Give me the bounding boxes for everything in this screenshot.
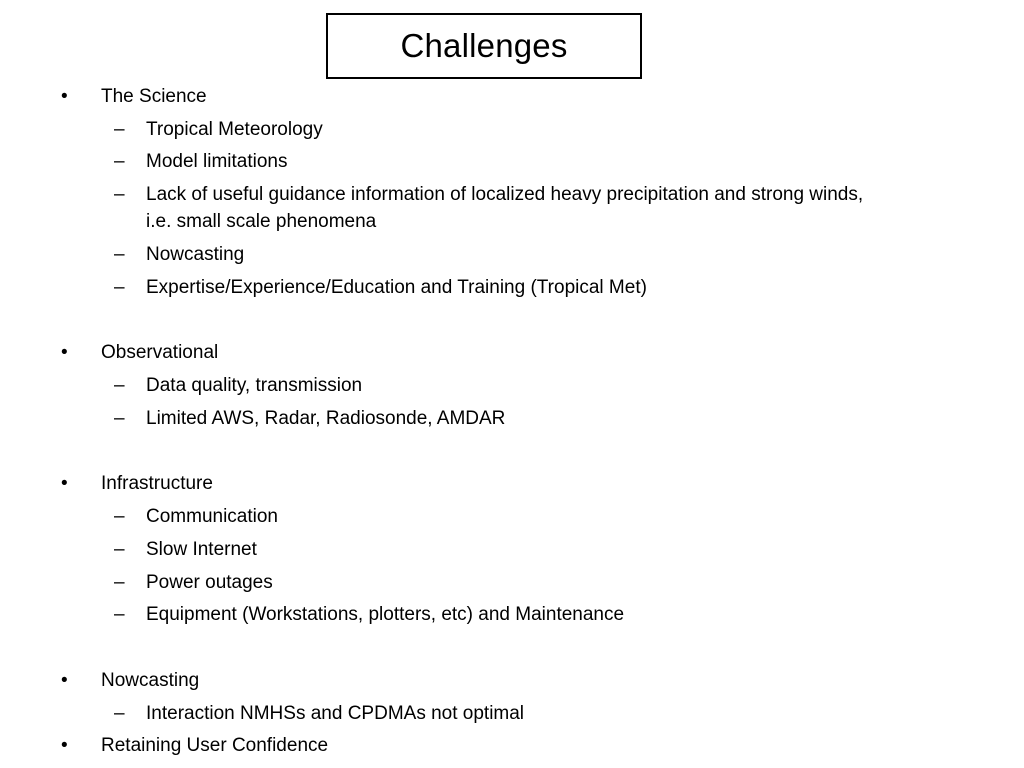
- list-item: Limited AWS, Radar, Radiosonde, AMDAR: [146, 408, 506, 429]
- list-item: Tropical Meteorology: [146, 119, 323, 140]
- section-heading: Observational: [101, 342, 219, 363]
- bullet-icon: •: [61, 86, 68, 107]
- list-item: Nowcasting: [146, 244, 245, 265]
- list-item: Data quality, transmission: [146, 375, 363, 396]
- list-item: Slow Internet: [146, 539, 257, 560]
- bullet-icon: •: [61, 670, 68, 691]
- slide-title: Challenges: [400, 27, 568, 64]
- section-heading: Nowcasting: [101, 670, 200, 691]
- dash-icon: –: [114, 604, 125, 625]
- dash-icon: –: [114, 539, 125, 560]
- dash-icon: –: [114, 277, 125, 298]
- section-heading: Infrastructure: [101, 473, 213, 494]
- bullet-icon: •: [61, 342, 68, 363]
- dash-icon: –: [114, 375, 125, 396]
- list-item: Lack of useful guidance information of localized heavy precipitation and strong winds,: [146, 184, 864, 205]
- dash-icon: –: [114, 184, 125, 205]
- bullet-icon: •: [61, 735, 68, 756]
- dash-icon: –: [114, 703, 125, 724]
- list-item: Interaction NMHSs and CPDMAs not optimal: [146, 703, 525, 724]
- dash-icon: –: [114, 506, 125, 527]
- list-item: Power outages: [146, 572, 273, 593]
- bullet-icon: •: [61, 473, 68, 494]
- dash-icon: –: [114, 408, 125, 429]
- list-item: Expertise/Experience/Education and Training (Tropical Met): [146, 277, 647, 298]
- list-item: Model limitations: [146, 151, 288, 172]
- list-item: Equipment (Workstations, plotters, etc) and Maintenance: [146, 604, 625, 625]
- dash-icon: –: [114, 151, 125, 172]
- section-heading: Retaining User Confidence: [101, 735, 329, 756]
- dash-icon: –: [114, 119, 125, 140]
- dash-icon: –: [114, 572, 125, 593]
- dash-icon: –: [114, 244, 125, 265]
- section-heading: The Science: [101, 86, 207, 107]
- list-item-continuation: i.e. small scale phenomena: [146, 211, 377, 232]
- list-item: Communication: [146, 506, 278, 527]
